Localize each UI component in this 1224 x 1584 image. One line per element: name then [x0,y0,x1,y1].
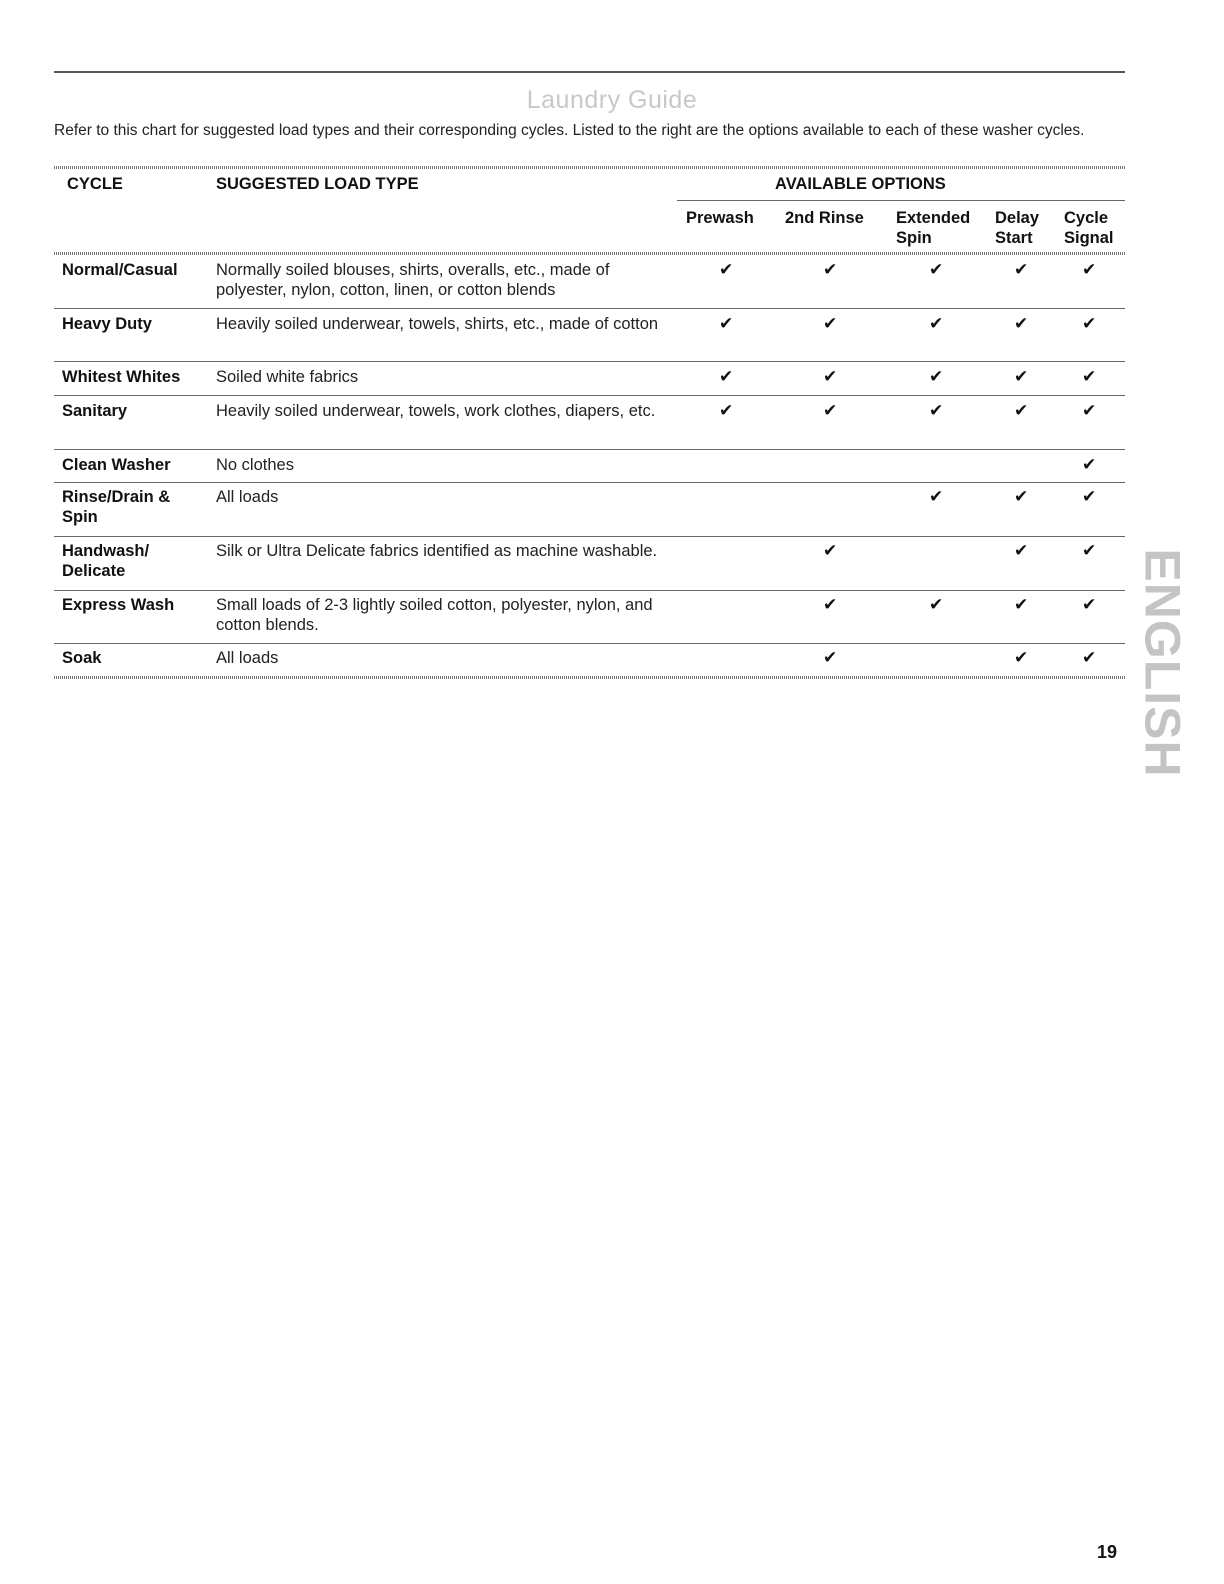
check-mark-icon: ✔ [1014,314,1029,333]
check-mark-icon: ✔ [1014,487,1029,506]
intro-paragraph: Refer to this chart for suggested load types and their corresponding cycles. Listed to the right are the options available to each of these washer cycles. [54,122,1085,139]
check-mark-icon: ✔ [1082,367,1097,386]
row-cycle-name: Normal/Casual [62,261,178,279]
check-mark-icon: ✔ [1082,648,1097,667]
row-cycle-name: Express Wash [62,596,175,614]
header-load-type: SUGGESTED LOAD TYPE [216,175,419,193]
check-mark-icon: ✔ [1082,455,1097,474]
row-divider [54,308,1125,309]
header-option-delay-start: Delay Start [995,209,1040,247]
check-mark-icon: ✔ [1014,260,1029,279]
row-cycle-name: Handwash/ Delicate [62,542,150,580]
check-mark-icon: ✔ [719,401,734,420]
check-mark-icon: ✔ [823,595,838,614]
row-divider [54,361,1125,362]
check-mark-icon: ✔ [1014,401,1029,420]
page-number: 19 [1097,1542,1118,1562]
page-title: Laundry Guide [526,86,698,114]
check-mark-icon: ✔ [929,314,944,333]
row-load-type: Normally soiled blouses, shirts, overalls, etc., made of polyester, nylon, cotton, linen, or cotton blends [216,261,610,299]
row-divider [54,449,1125,450]
check-mark-icon: ✔ [719,367,734,386]
header-divider-bottom [54,252,1125,255]
row-cycle-name: Whitest Whites [62,368,181,386]
check-mark-icon: ✔ [929,401,944,420]
header-option-prewash: Prewash [686,209,754,227]
header-available-options: AVAILABLE OPTIONS [775,175,946,193]
check-mark-icon: ✔ [823,367,838,386]
row-divider [54,643,1125,644]
row-divider [54,536,1125,537]
check-mark-icon: ✔ [719,260,734,279]
check-mark-icon: ✔ [929,367,944,386]
header-divider-top [54,166,1125,169]
header-option-extended-spin: Extended Spin [896,209,971,247]
check-mark-icon: ✔ [1014,595,1029,614]
row-load-type: Silk or Ultra Delicate fabrics identified as machine washable. [216,542,658,560]
row-divider [54,395,1125,396]
row-cycle-name: Clean Washer [62,456,171,474]
table-bottom-divider [54,676,1125,679]
row-load-type: Small loads of 2-3 lightly soiled cotton, polyester, nylon, and cotton blends. [216,596,653,634]
check-mark-icon: ✔ [929,595,944,614]
row-divider [54,590,1125,591]
row-divider [54,482,1125,483]
row-load-type: Soiled white fabrics [216,368,359,386]
check-mark-icon: ✔ [1082,314,1097,333]
row-cycle-name: Sanitary [62,402,128,420]
check-mark-icon: ✔ [1014,541,1029,560]
row-cycle-name: Rinse/Drain & Spin [62,488,171,526]
header-option-cycle-signal: Cycle Signal [1064,209,1114,247]
check-mark-icon: ✔ [1014,367,1029,386]
row-load-type: All loads [216,488,279,506]
top-rule [54,71,1125,73]
check-mark-icon: ✔ [823,648,838,667]
row-load-type: Heavily soiled underwear, towels, work clothes, diapers, etc. [216,402,656,420]
side-language-tab: ENGLISH [1135,547,1191,778]
check-mark-icon: ✔ [929,260,944,279]
check-mark-icon: ✔ [719,314,734,333]
row-load-type: Heavily soiled underwear, towels, shirts, etc., made of cotton [216,315,659,333]
check-mark-icon: ✔ [823,541,838,560]
check-mark-icon: ✔ [1082,401,1097,420]
check-mark-icon: ✔ [1014,648,1029,667]
options-header-rule [677,200,1125,201]
row-cycle-name: Heavy Duty [62,315,152,333]
row-load-type: All loads [216,649,279,667]
check-mark-icon: ✔ [1082,260,1097,279]
check-mark-icon: ✔ [929,487,944,506]
check-mark-icon: ✔ [1082,595,1097,614]
check-mark-icon: ✔ [823,314,838,333]
check-mark-icon: ✔ [1082,487,1097,506]
check-mark-icon: ✔ [823,260,838,279]
row-load-type: No clothes [216,456,294,474]
check-mark-icon: ✔ [823,401,838,420]
check-mark-icon: ✔ [1082,541,1097,560]
header-option-2nd-rinse: 2nd Rinse [785,209,864,227]
row-cycle-name: Soak [62,649,102,667]
header-cycle: CYCLE [67,175,123,193]
